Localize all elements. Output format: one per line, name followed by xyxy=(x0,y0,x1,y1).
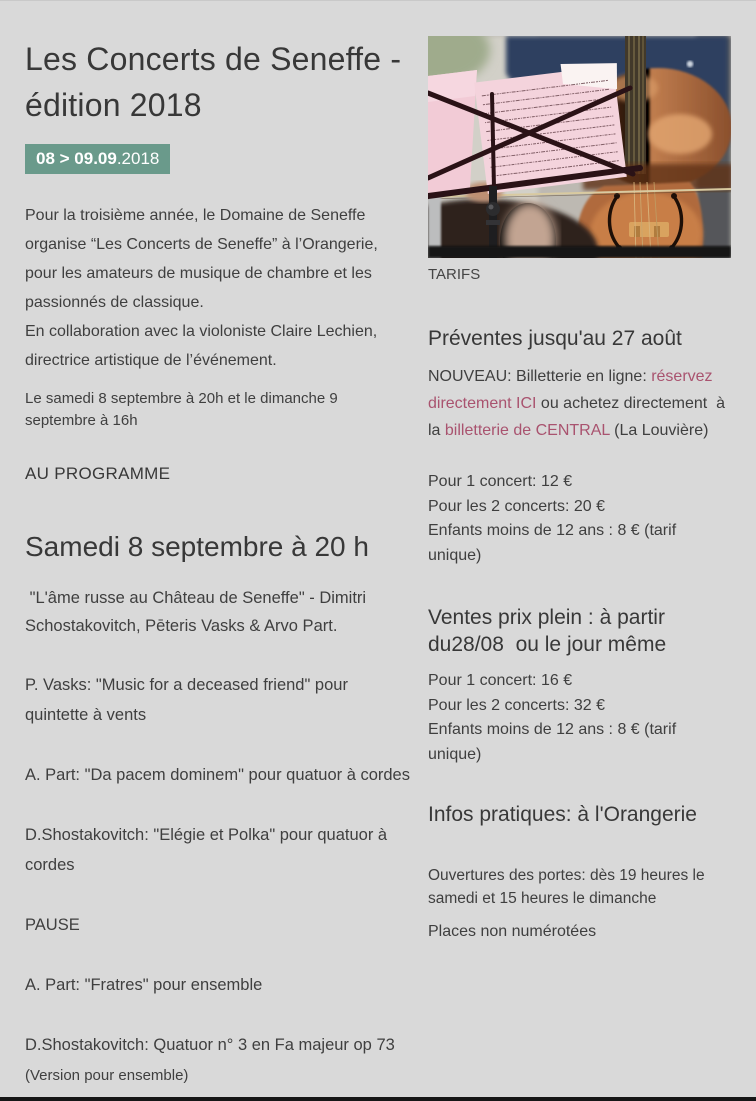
price-1-concert-full: Pour 1 concert: 16 € xyxy=(428,672,573,689)
intro-text-2: En collaboration avec la violoniste Claire Lechien, directrice artistique de l’événement. xyxy=(25,323,378,369)
program-item-part-dapacem: A. Part: "Da pacem dominem" pour quatuor à cordes xyxy=(25,766,410,784)
saturday-heading: Samedi 8 septembre à 20 h xyxy=(25,531,369,562)
price-2-concerts-full: Pour les 2 concerts: 32 € xyxy=(428,696,605,714)
program-label: AU PROGRAMME xyxy=(25,464,171,483)
price-1-concert: Pour 1 concert: 12 € xyxy=(428,473,573,490)
price-children: Enfants moins de 12 ans : 8 € (tarif unique) xyxy=(428,522,677,564)
seating-info: Places non numérotées xyxy=(428,923,597,940)
left-column xyxy=(25,26,410,1091)
program-item-main-text: D.Shostakovitch: Quatuor n° 3 en Fa majeur op 73 xyxy=(25,1036,395,1054)
program-item-version-note: (Version pour ensemble) xyxy=(25,1067,189,1084)
plein-prices xyxy=(428,669,731,767)
date-badge xyxy=(25,144,170,174)
billetterie-paragraph xyxy=(428,363,731,444)
page-title: Les Concerts de Seneffe - édition 2018 xyxy=(25,41,402,123)
reserve-online-link[interactable]: réservez directement ICI xyxy=(428,368,718,412)
photo-caption: TARIFS xyxy=(428,266,481,283)
plein-heading: Ventes prix plein : à partir du28/08 ou le jour même xyxy=(428,606,671,656)
event-page xyxy=(0,1,756,1101)
footer-bar xyxy=(0,1097,756,1101)
intro-text-1: Pour la troisième année, le Domaine de Seneffe organise “Les Concerts de Seneffe” à l’Orangerie, pour les amateurs de musique de chambre et les passionnés de classique. xyxy=(25,207,378,311)
program-item-vasks: P. Vasks: "Music for a deceased friend" pour quintette à vents xyxy=(25,676,348,724)
infos-heading: Infos pratiques: à l'Orangerie xyxy=(428,803,697,826)
billetterie-text-2: ou achetez directement à la xyxy=(428,395,730,439)
preventes-heading: Préventes jusqu'au 27 août xyxy=(428,327,682,350)
price-2-concerts: Pour les 2 concerts: 20 € xyxy=(428,497,605,515)
program-item-shostakovitch-elegie: D.Shostakovitch: "Elégie et Polka" pour quatuor à cordes xyxy=(25,826,388,874)
date-badge-dates: 08 > 09.09 xyxy=(36,149,117,168)
intro-paragraph xyxy=(25,201,410,375)
right-column xyxy=(428,26,731,1091)
concert-photo xyxy=(428,36,731,258)
program-item-pause: PAUSE xyxy=(25,916,80,934)
program-item-part-fratres: A. Part: "Fratres" pour ensemble xyxy=(25,976,263,994)
concert-dates-note: Le samedi 8 septembre à 20h et le dimanche 9 septembre à 16h xyxy=(25,390,338,429)
preventes-prices xyxy=(428,470,731,568)
program-subtitle: "L'âme russe au Château de Seneffe" - Dimitri Schostakovitch, Pēteris Vasks & Arvo Part. xyxy=(25,589,371,635)
doors-opening-info: Ouvertures des portes: dès 19 heures le samedi et 15 heures le dimanche xyxy=(428,867,705,907)
billetterie-text-1: NOUVEAU: Billetterie en ligne: xyxy=(428,368,652,385)
program-item-shostakovitch-quatuor xyxy=(25,1030,410,1091)
central-ticket-office-link[interactable]: billetterie de CENTRAL xyxy=(444,422,610,439)
date-badge-year: .2018 xyxy=(116,149,160,168)
billetterie-text-3: (La Louvière) xyxy=(609,422,709,439)
price-children-full: Enfants moins de 12 ans : 8 € (tarif unique) xyxy=(428,721,677,763)
